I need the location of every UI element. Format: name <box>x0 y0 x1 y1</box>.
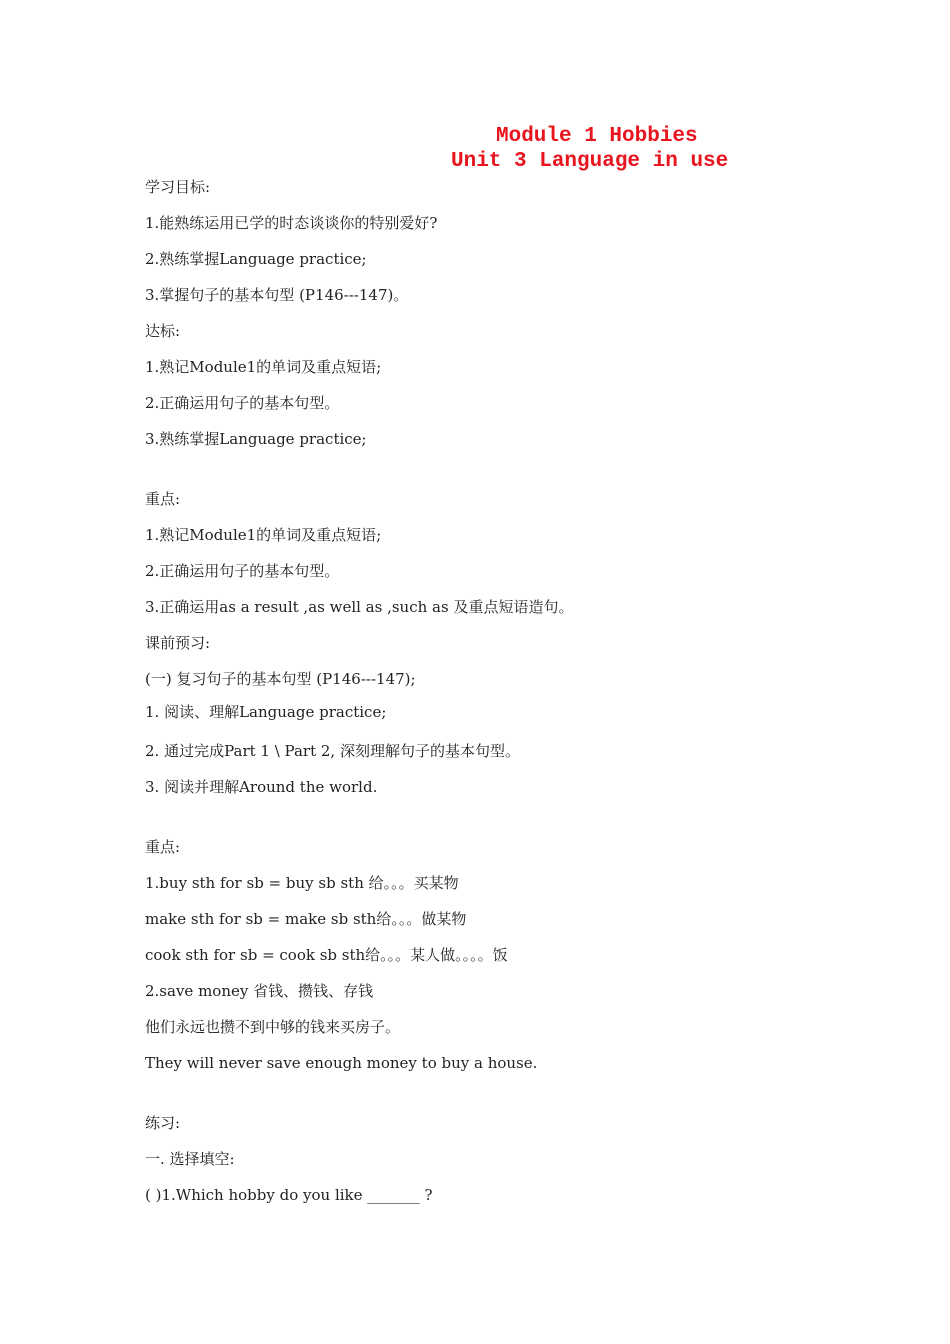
preview-item-3: 3. 阅读并理解Around the world. <box>145 778 378 796</box>
example-sentence-chinese: 他们永远也攒不到中够的钱来买房子。 <box>145 1018 401 1036</box>
objective-item-3: 3.掌握句子的基本句型 (P146---147)。 <box>145 286 409 304</box>
section-heading-goals: 达标: <box>145 322 181 340</box>
unit-title: Unit 3 Language in use <box>451 150 729 173</box>
goal-item-3: 3.熟练掌握Language practice; <box>145 430 367 448</box>
example-sentence-english: They will never save enough money to buy a house. <box>145 1054 538 1072</box>
goal-item-2: 2.正确运用句子的基本句型。 <box>145 394 340 412</box>
section-heading-key-points-2: 重点: <box>145 838 181 856</box>
preview-item-2: 2. 通过完成Part 1 \ Part 2, 深刻理解句子的基本句型。 <box>145 742 520 760</box>
module-title: Module 1 Hobbies <box>496 125 698 148</box>
phrase-make: make sth for sb = make sb sth给。。。做某物 <box>145 910 467 928</box>
key-point-item-1: 1.熟记Module1的单词及重点短语; <box>145 526 382 544</box>
section-heading-preview: 课前预习: <box>145 634 211 652</box>
practice-subheading: 一. 选择填空: <box>145 1150 235 1168</box>
phrase-buy: 1.buy sth for sb = buy sb sth 给。。。买某物 <box>145 874 459 892</box>
key-point-item-2: 2.正确运用句子的基本句型。 <box>145 562 340 580</box>
preview-subheading: (一) 复习句子的基本句型 (P146---147); <box>145 670 416 688</box>
objective-item-1: 1.能熟练运用已学的时态谈谈你的特别爱好? <box>145 214 438 232</box>
section-heading-key-points: 重点: <box>145 490 181 508</box>
key-point-item-3: 3.正确运用as a result ,as well as ,such as 及重点短语造句。 <box>145 598 574 616</box>
preview-item-1: 1. 阅读、理解Language practice; <box>145 703 387 721</box>
section-heading-objectives: 学习目标: <box>145 178 211 196</box>
question-1: ( )1.Which hobby do you like _______ ? <box>145 1186 433 1204</box>
phrase-cook: cook sth for sb = cook sb sth给。。。某人做。。。。饭 <box>145 946 508 964</box>
objective-item-2: 2.熟练掌握Language practice; <box>145 250 367 268</box>
phrase-save-money: 2.save money 省钱、攒钱、存钱 <box>145 982 374 1000</box>
section-heading-practice: 练习: <box>145 1114 181 1132</box>
goal-item-1: 1.熟记Module1的单词及重点短语; <box>145 358 382 376</box>
